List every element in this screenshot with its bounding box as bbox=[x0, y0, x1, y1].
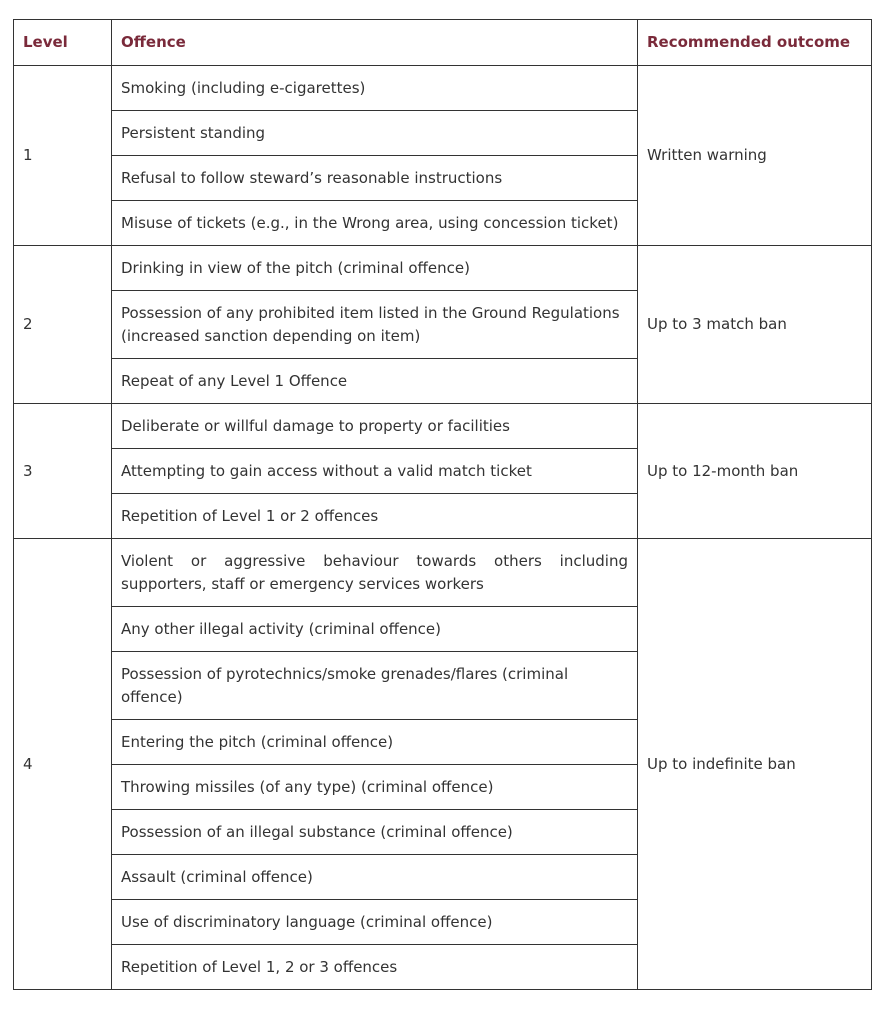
offence-cell: Possession of any prohibited item listed in the Ground Regulations (increased sanction depending on item) bbox=[112, 291, 638, 359]
offence-cell: Violent or aggressive behaviour towards others including supporters, staff or emergency services workers bbox=[112, 539, 638, 607]
table-row bbox=[14, 539, 872, 607]
outcome-cell: Up to indefinite ban bbox=[638, 539, 872, 990]
offence-cell: Repetition of Level 1, 2 or 3 offences bbox=[112, 945, 638, 990]
offence-cell: Repeat of any Level 1 Offence bbox=[112, 359, 638, 404]
offence-cell: Throwing missiles (of any type) (criminal offence) bbox=[112, 765, 638, 810]
offence-cell: Entering the pitch (criminal offence) bbox=[112, 720, 638, 765]
outcome-cell: Written warning bbox=[638, 66, 872, 246]
header-outcome: Recommended outcome bbox=[638, 20, 872, 66]
outcome-cell: Up to 12-month ban bbox=[638, 404, 872, 539]
level-cell: 4 bbox=[14, 539, 112, 990]
offence-cell: Repetition of Level 1 or 2 offences bbox=[112, 494, 638, 539]
table-row bbox=[14, 404, 872, 449]
offence-cell: Attempting to gain access without a valid match ticket bbox=[112, 449, 638, 494]
offence-cell: Any other illegal activity (criminal offence) bbox=[112, 607, 638, 652]
offence-cell: Possession of an illegal substance (criminal offence) bbox=[112, 810, 638, 855]
header-row bbox=[14, 20, 872, 66]
offence-cell: Drinking in view of the pitch (criminal offence) bbox=[112, 246, 638, 291]
sanctions-table bbox=[13, 19, 872, 990]
header-offence: Offence bbox=[112, 20, 638, 66]
offence-cell: Persistent standing bbox=[112, 111, 638, 156]
offence-cell: Misuse of tickets (e.g., in the Wrong area, using concession ticket) bbox=[112, 201, 638, 246]
offence-cell: Assault (criminal offence) bbox=[112, 855, 638, 900]
offence-cell: Deliberate or willful damage to property or facilities bbox=[112, 404, 638, 449]
level-cell: 3 bbox=[14, 404, 112, 539]
table-row bbox=[14, 66, 872, 111]
offence-cell: Possession of pyrotechnics/smoke grenades/flares (criminal offence) bbox=[112, 652, 638, 720]
table-row bbox=[14, 246, 872, 291]
outcome-cell: Up to 3 match ban bbox=[638, 246, 872, 404]
offence-cell: Smoking (including e-cigarettes) bbox=[112, 66, 638, 111]
level-cell: 2 bbox=[14, 246, 112, 404]
offence-cell: Use of discriminatory language (criminal offence) bbox=[112, 900, 638, 945]
header-level: Level bbox=[14, 20, 112, 66]
offence-cell: Refusal to follow steward’s reasonable instructions bbox=[112, 156, 638, 201]
level-cell: 1 bbox=[14, 66, 112, 246]
